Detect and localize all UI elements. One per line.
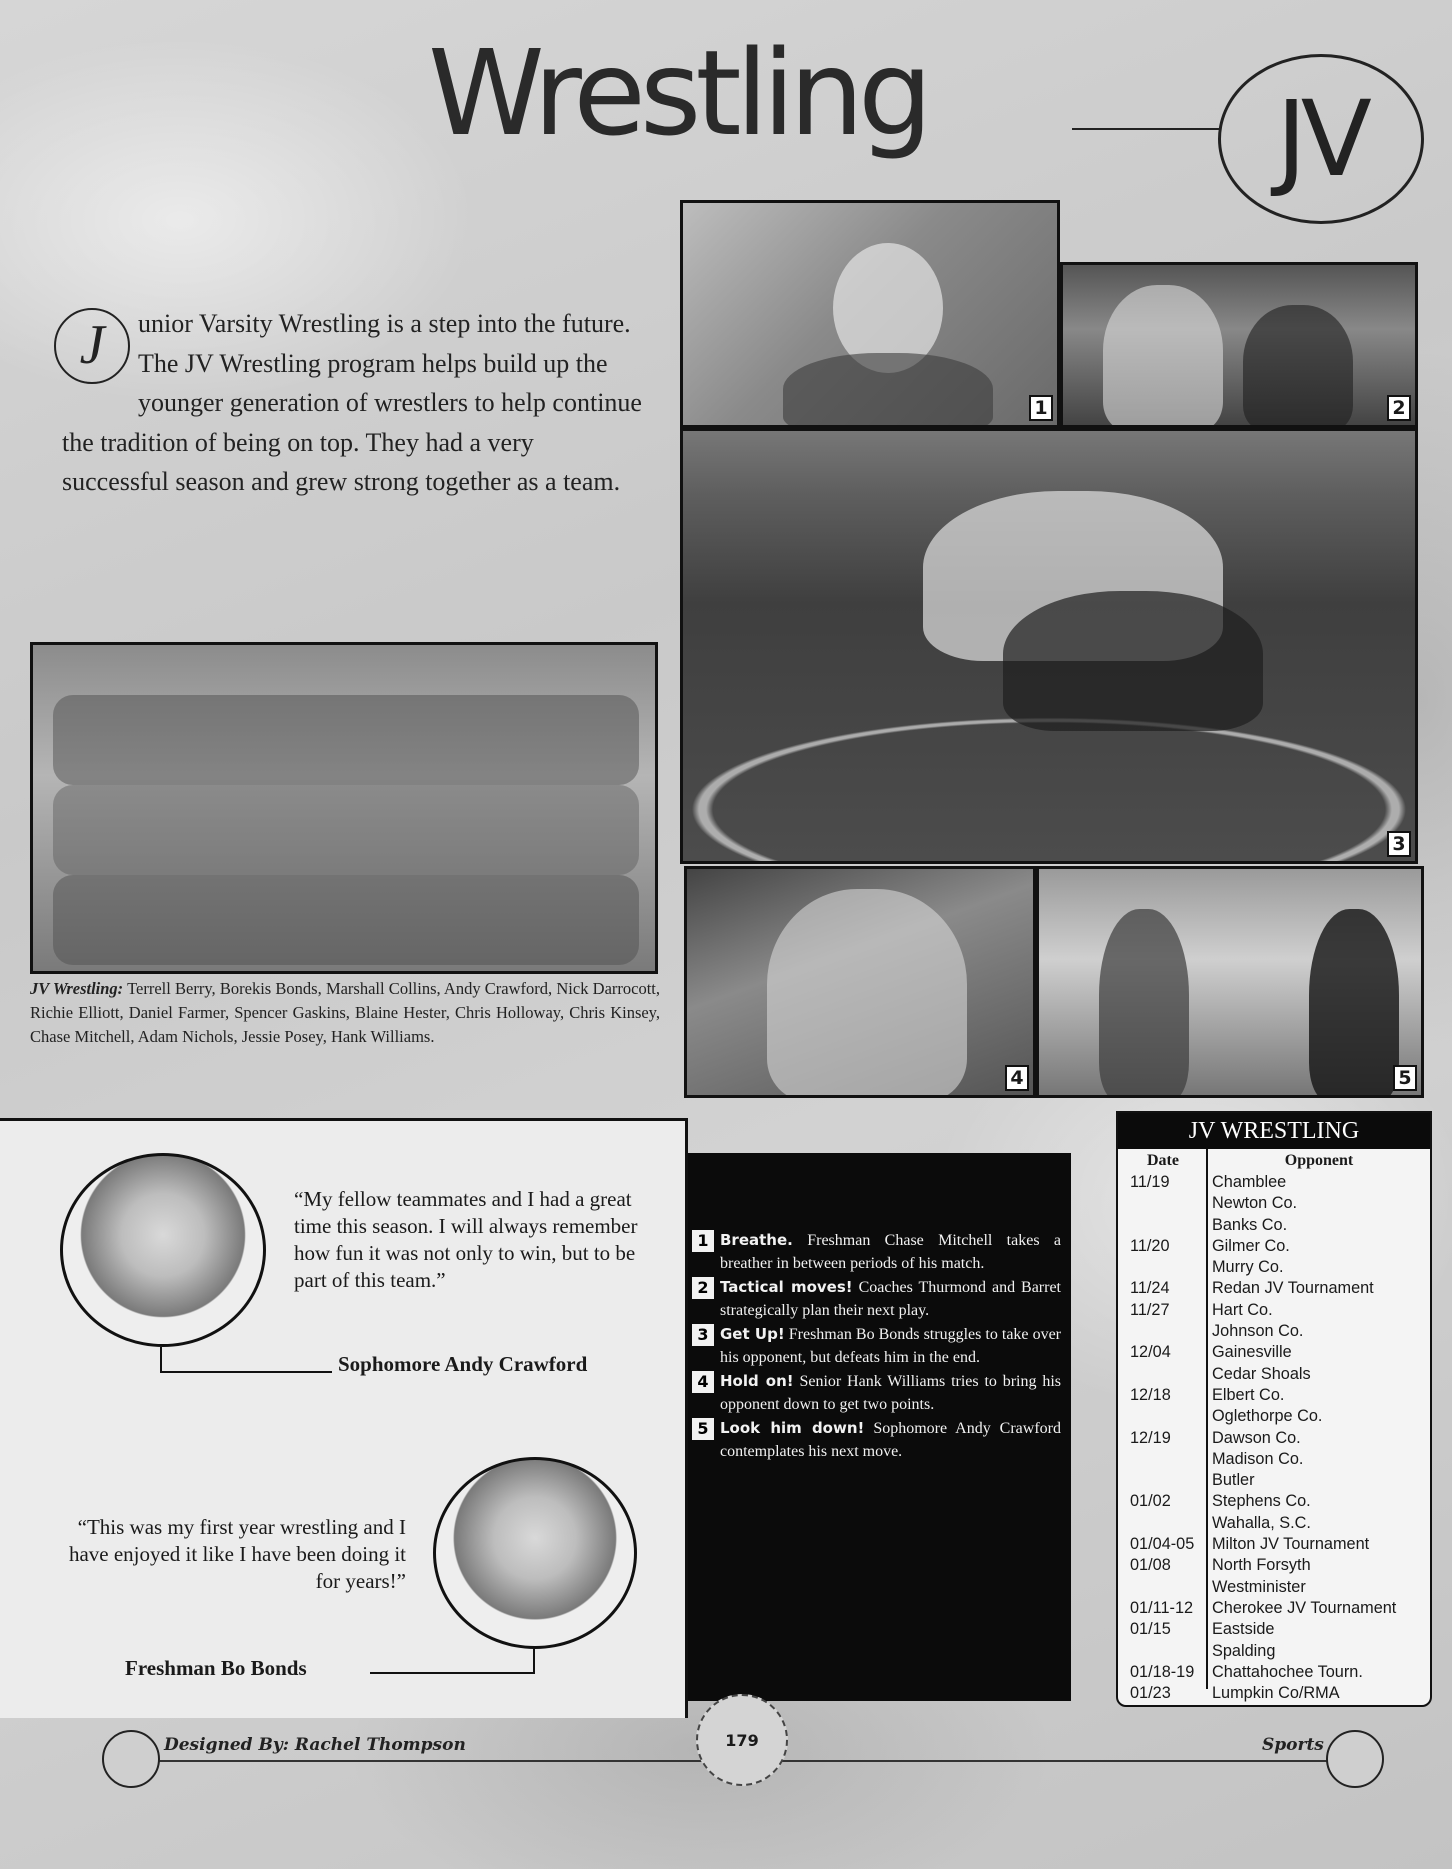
- schedule-opponent: Lumpkin Co/RMA: [1212, 1684, 1340, 1703]
- schedule-opponent: Redan JV Tournament: [1212, 1279, 1374, 1298]
- caption-text: Sophomore Andy Crawford contemplates his next move.: [720, 1420, 1061, 1460]
- schedule-opponent: Hart Co.: [1212, 1300, 1273, 1319]
- schedule-row: [1118, 1577, 1430, 1598]
- caption-number: 4: [692, 1371, 714, 1393]
- schedule-opponent: North Forsyth: [1212, 1556, 1311, 1575]
- caption-heading: Look him down!: [720, 1419, 865, 1437]
- schedule-opponent: Cherokee JV Tournament: [1212, 1598, 1397, 1617]
- schedule-date: 01/11-12: [1130, 1598, 1194, 1617]
- schedule-date: 01/02: [1130, 1492, 1171, 1511]
- photo-number: 1: [1029, 395, 1053, 421]
- quote-bo: “This was my first year wrestling and I have enjoyed it like I have been doing it for years!”: [68, 1515, 406, 1593]
- schedule-row: [1118, 1428, 1430, 1449]
- photo-number: 5: [1393, 1065, 1417, 1091]
- photo-number: 3: [1387, 831, 1411, 857]
- caption-item: [692, 1229, 1061, 1275]
- schedule-date: [1118, 1364, 1208, 1385]
- schedule-date: [1118, 1215, 1208, 1236]
- team-caption: [30, 977, 660, 1049]
- schedule-date: 01/15: [1130, 1620, 1171, 1639]
- quote-attribution: Freshman Bo Bonds: [125, 1656, 307, 1680]
- page-number: 179: [696, 1694, 788, 1786]
- schedule-opponent: Dawson Co.: [1212, 1428, 1301, 1447]
- schedule-date: 01/18-19: [1130, 1662, 1195, 1681]
- footer-left-circle: [102, 1730, 160, 1788]
- quote-andy: “My fellow teammates and I had a great time this season. I will always remember how fun it was not only to win, but to be part of this team.”: [294, 1187, 638, 1292]
- photo-3: [680, 428, 1418, 864]
- jv-badge: JV: [1218, 54, 1424, 224]
- schedule-opponent: Chattahochee Tourn.: [1212, 1662, 1363, 1681]
- schedule-row: [1118, 1385, 1430, 1406]
- schedule-date: [1118, 1470, 1208, 1491]
- schedule-date: 12/18: [1130, 1385, 1171, 1404]
- dropcap: J: [54, 308, 130, 384]
- schedule-opponent: Stephens Co.: [1212, 1492, 1311, 1511]
- photo-1: [680, 200, 1060, 428]
- schedule-row: [1118, 1683, 1430, 1704]
- schedule-opponent: Gainesville: [1212, 1343, 1292, 1362]
- schedule-date: 12/04: [1130, 1343, 1171, 1362]
- schedule-row: [1118, 1172, 1430, 1193]
- caption-heading: Tactical moves!: [720, 1278, 853, 1296]
- section-label: Sports: [1262, 1735, 1324, 1755]
- schedule-row: [1118, 1470, 1430, 1491]
- team-photo: [30, 642, 658, 974]
- schedule-opponent: Butler: [1212, 1471, 1255, 1490]
- schedule-opponent: Eastside: [1212, 1620, 1275, 1639]
- caption-heading: Breathe.: [720, 1231, 793, 1249]
- schedule-opponent: Milton JV Tournament: [1212, 1535, 1370, 1554]
- connector-line: [533, 1649, 535, 1673]
- photo-captions: [688, 1153, 1071, 1701]
- schedule-date: [1118, 1406, 1208, 1427]
- photo-number: 2: [1387, 395, 1411, 421]
- caption-text: Coaches Thurmond and Barret strategically plan their next play.: [720, 1279, 1062, 1319]
- quote-attribution: Sophomore Andy Crawford: [338, 1352, 588, 1376]
- schedule-row: [1118, 1598, 1430, 1619]
- connector-line: [370, 1672, 535, 1674]
- designer-credit: Designed By: Rachel Thompson: [164, 1735, 466, 1755]
- schedule-row: [1118, 1278, 1430, 1299]
- schedule-opponent: Banks Co.: [1212, 1215, 1288, 1234]
- schedule-row: [1118, 1364, 1430, 1385]
- schedule-col-date: Date: [1147, 1152, 1179, 1169]
- schedule-date: [1118, 1321, 1208, 1342]
- footer-right-circle: [1326, 1730, 1384, 1788]
- connector-line: [160, 1371, 332, 1373]
- schedule-date: 11/27: [1130, 1300, 1170, 1319]
- portrait-andy-crawford: [60, 1153, 266, 1347]
- schedule-row: [1118, 1491, 1430, 1512]
- caption-number: 5: [692, 1418, 714, 1440]
- team-caption-label: JV Wrestling:: [30, 979, 124, 998]
- caption-heading: Hold on!: [720, 1372, 794, 1390]
- photo-2: [1060, 262, 1418, 428]
- schedule-header: [1118, 1152, 1430, 1172]
- intro-text: unior Varsity Wrestling is a step into the future. The JV Wrestling program helps build up the younger generation of wrestlers to help continue the tradition of being on top. They had a very successful season and grew strong together as a team.: [62, 309, 642, 496]
- schedule-date: 01/23: [1130, 1684, 1171, 1703]
- schedule-date: 11/20: [1130, 1236, 1170, 1255]
- schedule-date: [1118, 1513, 1208, 1534]
- intro-paragraph: [62, 304, 642, 502]
- schedule-row: [1118, 1641, 1430, 1662]
- schedule-date: 12/19: [1130, 1428, 1171, 1447]
- schedule-row: [1118, 1257, 1430, 1278]
- caption-number: 3: [692, 1324, 714, 1346]
- schedule-date: [1118, 1577, 1208, 1598]
- schedule-opponent: Cedar Shoals: [1212, 1364, 1311, 1383]
- schedule-date: [1118, 1193, 1208, 1214]
- caption-heading: Get Up!: [720, 1325, 785, 1343]
- schedule-row: [1118, 1193, 1430, 1214]
- team-caption-names: Terrell Berry, Borekis Bonds, Marshall Collins, Andy Crawford, Nick Darrocott, Richie Elliott, Daniel Farmer, Spencer Gaskins, Blaine Hester, Chris Holloway, Chris Kinsey, Chase Mitchell, Adam Nichols, Jessie Posey, Hank Williams.: [30, 979, 661, 1046]
- schedule-row: [1118, 1534, 1430, 1555]
- page-title: Wrestling: [428, 24, 927, 162]
- caption-item: [692, 1323, 1061, 1369]
- schedule-date: [1118, 1449, 1208, 1470]
- schedule-opponent: Gilmer Co.: [1212, 1236, 1290, 1255]
- caption-number: 2: [692, 1277, 714, 1299]
- schedule-row: [1118, 1513, 1430, 1534]
- schedule-date: 11/19: [1130, 1173, 1170, 1191]
- schedule-rows: [1118, 1172, 1430, 1704]
- schedule-table: [1116, 1111, 1432, 1707]
- portrait-bo-bonds: [433, 1457, 637, 1649]
- schedule-opponent: Westminister: [1212, 1577, 1306, 1596]
- schedule-row: [1118, 1555, 1430, 1576]
- schedule-row: [1118, 1449, 1430, 1470]
- photo-number: 4: [1005, 1065, 1029, 1091]
- caption-text: Freshman Chase Mitchell takes a breather in between periods of his match.: [720, 1232, 1062, 1272]
- caption-text: Senior Hank Williams tries to bring his opponent down to get two points.: [720, 1373, 1062, 1413]
- schedule-date: [1118, 1641, 1208, 1662]
- schedule-opponent: Elbert Co.: [1212, 1385, 1285, 1404]
- schedule-opponent: Madison Co.: [1212, 1449, 1304, 1468]
- caption-text: Freshman Bo Bonds struggles to take over his opponent, but defeats him in the end.: [720, 1326, 1062, 1366]
- schedule-date: [1118, 1257, 1208, 1278]
- schedule-opponent: Murry Co.: [1212, 1258, 1284, 1277]
- schedule-row: [1118, 1300, 1430, 1321]
- schedule-date: 11/24: [1130, 1279, 1170, 1298]
- caption-item: [692, 1276, 1061, 1322]
- schedule-row: [1118, 1342, 1430, 1363]
- title-divider: [1072, 128, 1220, 130]
- schedule-opponent: Chamblee: [1212, 1173, 1287, 1191]
- schedule-title: JV WRESTLING: [1118, 1113, 1430, 1149]
- schedule-date: 01/08: [1130, 1556, 1171, 1575]
- caption-item: [692, 1370, 1061, 1416]
- schedule-opponent: Oglethorpe Co.: [1212, 1407, 1323, 1426]
- schedule-opponent: Johnson Co.: [1212, 1322, 1304, 1341]
- schedule-opponent: Spalding: [1212, 1641, 1276, 1660]
- caption-item: [692, 1417, 1061, 1463]
- schedule-divider: [1206, 1149, 1208, 1689]
- schedule-col-opponent: Opponent: [1284, 1152, 1354, 1169]
- schedule-opponent: Newton Co.: [1212, 1194, 1298, 1213]
- photo-5: [1036, 866, 1424, 1098]
- schedule-row: [1118, 1215, 1430, 1236]
- schedule-date: 01/04-05: [1130, 1535, 1195, 1554]
- schedule-row: [1118, 1406, 1430, 1427]
- caption-number: 1: [692, 1230, 714, 1252]
- connector-line: [160, 1347, 162, 1373]
- schedule-row: [1118, 1662, 1430, 1683]
- schedule-row: [1118, 1321, 1430, 1342]
- photo-4: [684, 866, 1036, 1098]
- schedule-opponent: Wahalla, S.C.: [1212, 1513, 1311, 1532]
- schedule-row: [1118, 1619, 1430, 1640]
- schedule-row: [1118, 1236, 1430, 1257]
